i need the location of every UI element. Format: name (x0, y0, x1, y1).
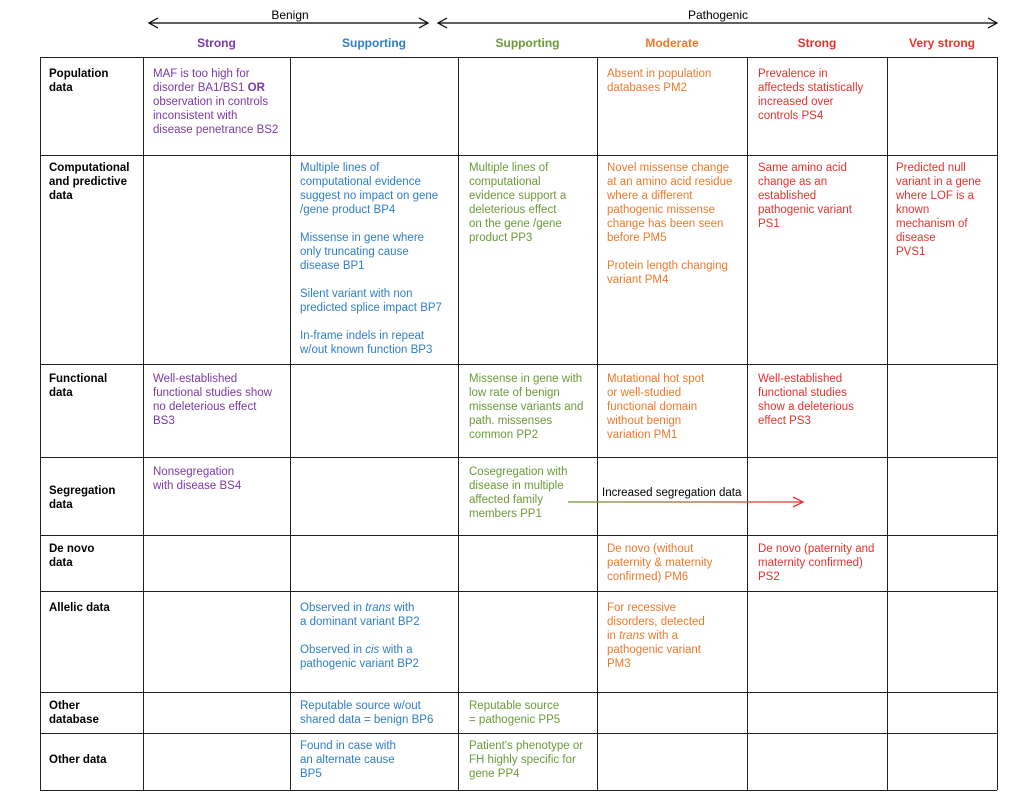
evidence-cell-computational-pathogenic-supporting (469, 161, 566, 245)
table-row-divider (40, 790, 997, 791)
evidence-criterion: Prevalence in affecteds statistically increased over controls PS4 (758, 68, 864, 122)
table-column-divider (458, 57, 459, 790)
row-label-line: Population (49, 68, 109, 80)
evidence-criterion: For recessive disorders, detected in trans with a pathogenic variant PM3 (607, 602, 705, 670)
evidence-criterion: Silent variant with non predicted splice impact BP7 (300, 288, 442, 314)
segregation-arrowhead (793, 497, 803, 507)
benign-arrowhead-left (149, 18, 158, 28)
table-row-divider (40, 591, 997, 592)
table-column-divider (143, 57, 144, 790)
evidence-criterion: De novo (without paternity & maternity confirmed) PM6 (607, 543, 713, 583)
evidence-cell-computational-pathogenic-moderate (607, 161, 732, 287)
evidence-cell-computational-pathogenic-strong (758, 161, 852, 231)
evidence-cell-de-novo-pathogenic-moderate (607, 542, 712, 584)
evidence-cell-population-pathogenic-moderate (607, 67, 711, 95)
column-header-pathogenic-moderate: Moderate (645, 36, 699, 50)
evidence-criterion: Missense in gene with low rate of benign missense variants and path. missenses common PP2 (469, 373, 584, 441)
row-label-line: data (49, 499, 73, 511)
evidence-cell-segregation-benign-strong (153, 465, 241, 493)
evidence-cell-other-data-benign-supporting (300, 739, 396, 781)
table-row-divider (40, 457, 997, 458)
row-label-other-data (49, 753, 107, 767)
row-label-population (49, 67, 108, 95)
row-label-line: data (49, 557, 73, 569)
pathogenic-group-label: Pathogenic (687, 8, 749, 22)
evidence-criterion: MAF is too high for disorder BA1/BS1 OR observation in controls inconsistent with disease penetrance BS2 (153, 68, 279, 136)
row-label-line: data (49, 82, 73, 94)
evidence-cell-functional-pathogenic-supporting (469, 372, 583, 442)
evidence-cell-segregation-pathogenic-supporting (469, 465, 567, 521)
column-header-pathogenic-very-strong: Very strong (908, 36, 976, 50)
table-column-divider (887, 57, 888, 790)
evidence-criterion: Protein length changing variant PM4 (607, 260, 728, 286)
evidence-criterion: Well-established functional studies show a deleterious effect PS3 (758, 373, 854, 427)
row-label-line: and predictive (49, 176, 127, 188)
row-label-line: database (49, 714, 99, 726)
evidence-criterion: Patient's phenotype or FH highly specific for gene PP4 (469, 740, 584, 780)
column-header-benign-strong: Strong (197, 36, 236, 50)
evidence-cell-functional-pathogenic-moderate (607, 372, 704, 442)
row-label-line: data (49, 387, 73, 399)
evidence-criterion: Nonsegregation with disease BS4 (153, 466, 242, 492)
benign-arrowhead-right (419, 18, 428, 28)
evidence-criterion: Multiple lines of computational evidence support a deleterious effect on the gene /gene product PP3 (469, 162, 567, 244)
evidence-cell-functional-benign-strong (153, 372, 272, 428)
table-row-divider (40, 535, 997, 536)
evidence-cell-allelic-pathogenic-moderate (607, 601, 705, 671)
evidence-cell-other-data-pathogenic-supporting (469, 739, 583, 781)
row-label-line: Other data (49, 754, 107, 766)
evidence-criterion: Absent in population databases PM2 (607, 68, 712, 94)
row-label-line: data (49, 190, 73, 202)
table-row-divider (40, 364, 997, 365)
evidence-criterion: Missense in gene where only truncating cause disease BP1 (300, 232, 425, 272)
evidence-cell-population-benign-strong (153, 67, 278, 137)
evidence-cell-other-database-benign-supporting (300, 699, 433, 727)
evidence-criterion: De novo (paternity and maternity confirmed) PS2 (758, 543, 875, 583)
table-column-divider (747, 57, 748, 790)
row-label-line: De novo (49, 543, 95, 555)
evidence-criterion: Observed in trans with a dominant variant BP2 (300, 602, 420, 628)
table-row-divider (40, 692, 997, 693)
row-label-de-novo (49, 542, 94, 570)
row-label-computational (49, 161, 130, 203)
emphasis-text: trans (619, 630, 645, 642)
evidence-criterion: Cosegregation with disease in multiple affected family members PP1 (469, 466, 568, 520)
table-column-divider (40, 57, 41, 790)
evidence-criterion: Mutational hot spot or well-studied functional domain without benign variation PM1 (607, 373, 705, 441)
evidence-criterion: Same amino acid change as an established pathogenic variant PS1 (758, 162, 853, 230)
evidence-criterion: Reputable source w/out shared data = benign BP6 (300, 700, 434, 726)
evidence-criterion: Well-established functional studies show no deleterious effect BS3 (153, 373, 272, 427)
row-label-segregation (49, 484, 115, 512)
emphasis-text: trans (365, 602, 391, 614)
benign-group-label: Benign (271, 8, 309, 22)
column-header-pathogenic-supporting: Supporting (495, 36, 560, 50)
column-header-pathogenic-strong: Strong (797, 36, 837, 50)
pathogenic-arrowhead-right (988, 18, 997, 28)
evidence-criterion: Found in case with an alternate cause BP5 (300, 740, 396, 780)
table-column-divider (997, 57, 998, 790)
row-label-line: Other (49, 700, 80, 712)
evidence-criterion: In-frame indels in repeat w/out known function BP3 (300, 330, 433, 356)
emphasis-text: OR (247, 82, 265, 94)
pathogenic-arrowhead-left (438, 18, 447, 28)
table-row-divider (40, 155, 997, 156)
evidence-cell-computational-benign-supporting (300, 161, 442, 357)
row-label-line: Segregation (49, 485, 116, 497)
column-header-benign-supporting: Supporting (342, 36, 406, 50)
table-row-divider (40, 733, 997, 734)
table-column-divider (290, 57, 291, 790)
segregation-arrow-label: Increased segregation data (602, 487, 742, 499)
row-label-other-database (49, 699, 99, 727)
evidence-cell-de-novo-pathogenic-strong (758, 542, 874, 584)
evidence-criterion: Observed in cis with a pathogenic variant BP2 (300, 644, 419, 670)
row-label-line: Functional (49, 373, 108, 385)
evidence-criterion: Novel missense change at an amino acid residue where a different pathogenic missense change has been seen before PM5 (607, 162, 733, 244)
table-column-divider (597, 57, 598, 790)
row-label-functional (49, 372, 107, 400)
row-label-line: Allelic data (49, 602, 110, 614)
table-row-divider (40, 57, 997, 58)
evidence-cell-functional-pathogenic-strong (758, 372, 854, 428)
evidence-cell-allelic-benign-supporting (300, 601, 420, 671)
evidence-criterion: Reputable source = pathogenic PP5 (469, 700, 561, 726)
evidence-cell-population-pathogenic-strong (758, 67, 863, 123)
row-label-line: Computational (49, 162, 130, 174)
evidence-cell-computational-pathogenic-very-strong (896, 161, 981, 259)
evidence-cell-other-database-pathogenic-supporting (469, 699, 560, 727)
emphasis-text: cis (365, 644, 380, 656)
evidence-criterion: Multiple lines of computational evidence suggest no impact on gene /gene product BP4 (300, 162, 439, 216)
evidence-criterion: Predicted null variant in a gene where LOF is a known mechanism of disease PVS1 (896, 162, 982, 258)
row-label-allelic (49, 601, 110, 615)
